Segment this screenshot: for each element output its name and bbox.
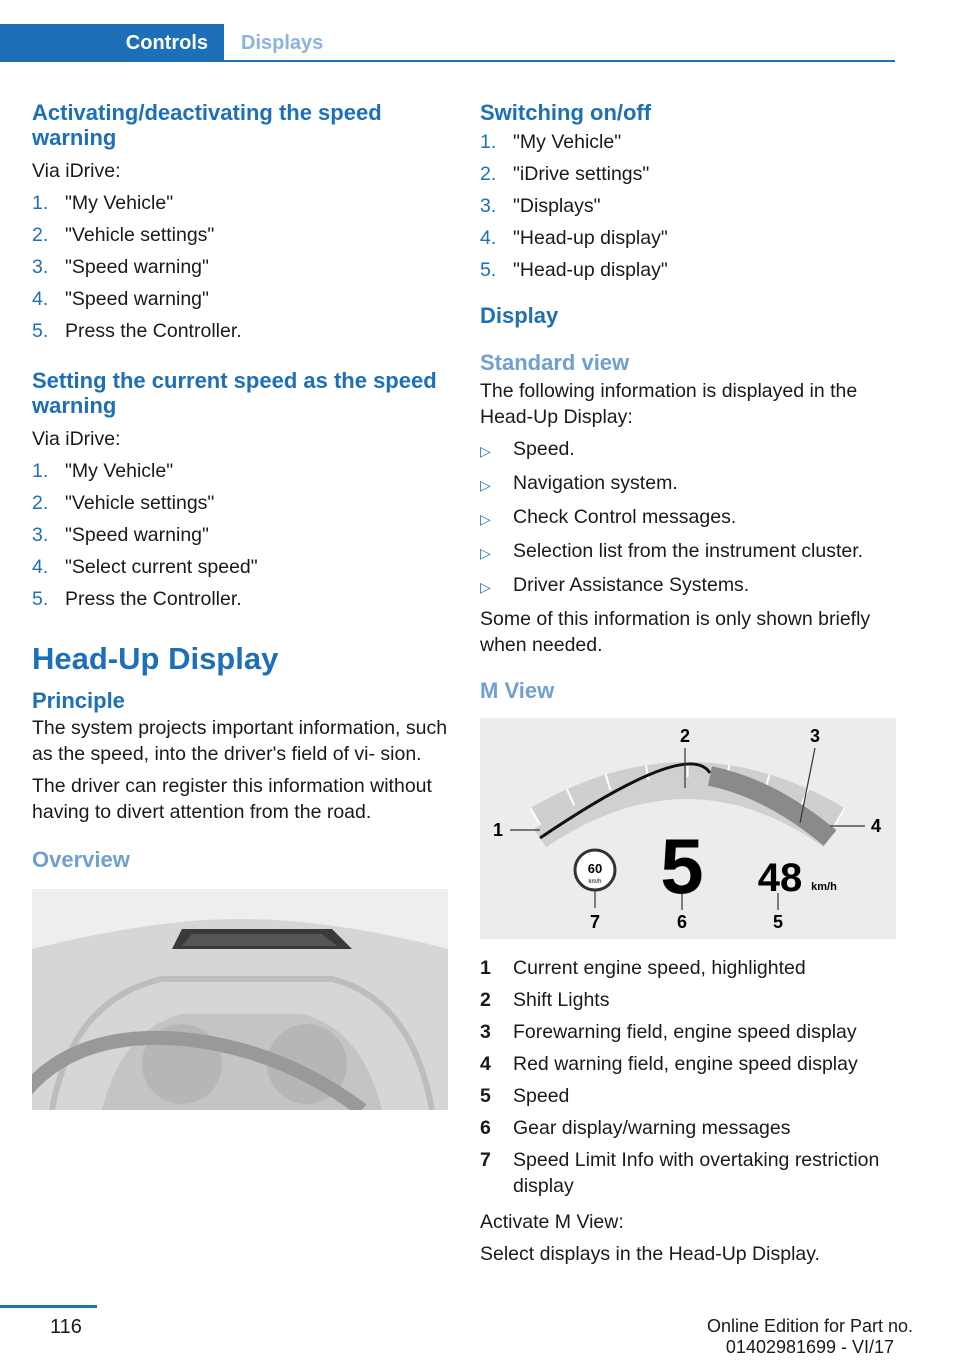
list-item: 4. "Speed warning"	[32, 288, 209, 310]
legend-item: 2 Shift Lights	[480, 989, 610, 1011]
list-item: 1. "My Vehicle"	[32, 460, 174, 482]
callout-3: 3	[809, 726, 821, 746]
callout-5: 5	[772, 912, 784, 932]
list-item: ▷ Check Control messages.	[480, 506, 737, 528]
edition-info: Online Edition for Part no. 01402981699 - VI/17	[706, 1316, 914, 1357]
callout-2: 2	[679, 726, 691, 746]
legend-item: 7 Speed Limit Info with overtaking restriction display	[480, 1149, 880, 1197]
list-item: ▷ Driver Assistance Systems.	[480, 574, 750, 596]
list-item: 1. "My Vehicle"	[480, 131, 622, 153]
current-speed-heading: Setting the current speed as the speed warning	[32, 368, 437, 418]
list-item: 2. "iDrive settings"	[480, 163, 650, 185]
switching-heading: Switching on/off	[480, 100, 652, 125]
list-item: 3. "Speed warning"	[32, 524, 209, 546]
principle-paragraph-2: The driver can register this information without having to divert attention from the road.	[32, 775, 432, 823]
standard-note: Some of this information is only shown briefly when needed.	[480, 608, 871, 656]
speed-warning-heading: Activating/deactivating the speed warning	[32, 100, 382, 150]
list-item: 5. Press the Controller.	[32, 320, 242, 342]
speed-warning-steps	[32, 190, 448, 344]
list-item: 1. "My Vehicle"	[32, 192, 174, 214]
list-item: ▷ Speed.	[480, 438, 575, 460]
list-item: ▷ Selection list from the instrument cluster.	[480, 540, 864, 562]
list-item: 3. "Speed warning"	[32, 256, 209, 278]
list-item: 2. "Vehicle settings"	[32, 492, 215, 514]
activate-text: Select displays in the Head-Up Display.	[480, 1243, 820, 1265]
callout-6: 6	[676, 912, 688, 932]
speed-limit-unit: km/h	[588, 879, 602, 885]
hud-heading: Head-Up Display	[32, 641, 279, 676]
list-item: 4. "Select current speed"	[32, 556, 258, 578]
gear-value: 5	[660, 822, 704, 910]
list-item: 4. "Head-up display"	[480, 227, 668, 249]
list-item: 5. Press the Controller.	[32, 588, 242, 610]
legend-item: 3 Forewarning field, engine speed display	[480, 1021, 857, 1043]
via-idrive-label: Via iDrive:	[32, 428, 121, 450]
list-item: 5. "Head-up display"	[480, 259, 668, 281]
speed-limit-value: 60	[587, 861, 603, 876]
speed-unit: km/h	[811, 881, 837, 893]
speed-value: 48	[757, 856, 803, 900]
callout-4: 4	[870, 816, 882, 836]
activate-label: Activate M View:	[480, 1211, 624, 1233]
legend-item: 1 Current engine speed, highlighted	[480, 957, 806, 979]
footer-divider	[0, 1305, 97, 1308]
m-view-heading: M View	[480, 678, 555, 703]
current-speed-steps	[32, 458, 448, 612]
chapter-tabbar	[0, 24, 895, 62]
dashboard-overview-image	[32, 889, 448, 1110]
list-item: 2. "Vehicle settings"	[32, 224, 215, 246]
callout-7: 7	[589, 912, 601, 932]
left-column	[32, 100, 448, 1110]
overview-heading: Overview	[32, 847, 130, 872]
list-item: ▷ Navigation system.	[480, 472, 678, 494]
legend-item: 6 Gear display/warning messages	[480, 1117, 791, 1139]
legend-item: 4 Red warning field, engine speed display	[480, 1053, 858, 1075]
right-column	[480, 100, 896, 1273]
m-view-legend	[480, 955, 896, 1199]
standard-items	[480, 436, 896, 600]
switching-steps	[480, 129, 896, 283]
legend-item: 5 Speed	[480, 1085, 570, 1107]
tab-controls[interactable]: Controls	[0, 24, 224, 62]
page-number: 116	[50, 1316, 82, 1338]
standard-intro: The following information is displayed in the Head-Up Display:	[480, 380, 858, 428]
callout-1: 1	[492, 820, 504, 840]
principle-heading: Principle	[32, 688, 125, 713]
principle-paragraph: The system projects important information, such as the speed, into the driver's field of vi‐ sion.	[32, 717, 448, 765]
display-heading: Display	[480, 303, 559, 328]
via-idrive-label: Via iDrive:	[32, 160, 121, 182]
tab-displays[interactable]: Displays	[241, 32, 324, 54]
m-view-diagram	[480, 718, 896, 939]
standard-view-heading: Standard view	[480, 350, 630, 375]
list-item: 3. "Displays"	[480, 195, 601, 217]
